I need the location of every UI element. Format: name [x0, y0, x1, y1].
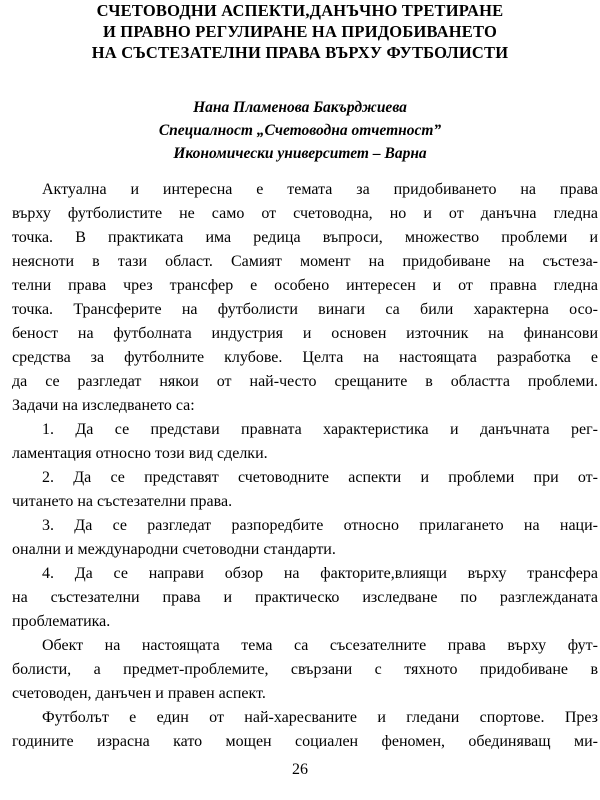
author-block [20, 96, 580, 165]
body-line: Задачи на изследването са: [12, 397, 195, 414]
body-line: счетоводен, данъчен и правен аспект. [12, 685, 266, 702]
body-line: на състезателни права и практическо изследване по разглежданата [12, 589, 598, 606]
body-line: годините израсна като мощен социален феномен, обединяващ ми- [12, 733, 598, 750]
body-line: точка. Трансферите на футболисти винаги са били характерна осо- [12, 301, 598, 318]
article-title [20, 0, 580, 63]
task-item: 4. Да се направи обзор на факторите,влиящи върху трансфера [42, 565, 598, 582]
body-line: точка. В практиката има редица въпроси, множество проблеми и [12, 229, 598, 246]
task-item: 1. Да се представи правната характеристика и данъчната рег- [42, 421, 598, 438]
task-item: 2. Да се представят счетоводните аспекти и проблеми при от- [42, 469, 598, 486]
article-body [12, 178, 598, 754]
body-line: проблематика. [12, 613, 111, 630]
body-line: телни права чрез трансфер е особено интересен и от правна гледна [12, 277, 598, 294]
body-line: Футболът е един от най-харесваните и гледани спортове. През [42, 709, 598, 726]
body-line: читането на състезателни права. [12, 493, 233, 510]
body-line: средства за футболните клубове. Целта на настоящата разработка е [12, 349, 598, 366]
page-number: 26 [292, 761, 308, 778]
body-line: болисти, а предмет-проблемите, свързани с тяхното придобиване в [12, 661, 598, 678]
task-item: 3. Да се разгледат разпоредбите относно прилагането на наци- [42, 517, 598, 534]
title-line: И ПРАВНО РЕГУЛИРАНЕ НА ПРИДОБИВАНЕТО [102, 22, 498, 41]
body-line: да се разгледат някои от най-често срещаните в областта проблеми. [12, 373, 598, 390]
author-university: Икономически университет – Варна [173, 145, 427, 162]
title-line: НА СЪСТЕЗАТЕЛНИ ПРАВА ВЪРХУ ФУТБОЛИСТИ [91, 43, 509, 62]
body-line: ламентация относно този вид сделки. [12, 445, 268, 462]
body-line: беност на футболната индустрия и основен източник на финансови [12, 325, 598, 342]
title-line: СЧЕТОВОДНИ АСПЕКТИ,ДАНЪЧНО ТРЕТИРАНЕ [96, 1, 504, 20]
body-line: върху футболистите не само от счетоводна, но и от данъчна гледна [12, 205, 598, 222]
body-line: онални и международни счетоводни стандарти. [12, 541, 336, 558]
body-line: неясноти в тази област. Самият момент на придобиване на състеза- [12, 253, 598, 270]
author-name: Нана Пламенова Бакърджиева [193, 99, 407, 116]
body-line: Актуална и интересна е темата за придобиването на права [42, 181, 598, 198]
body-line: Обект на настоящата тема са съсезателните права върху фут- [42, 637, 598, 654]
author-specialty: Специалност „Счетоводна отчетност” [158, 122, 442, 139]
